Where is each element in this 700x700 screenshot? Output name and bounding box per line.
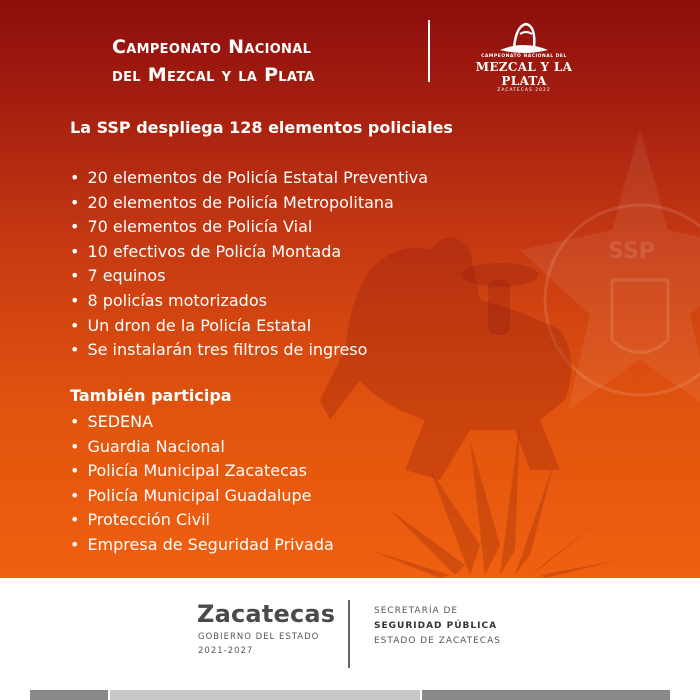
list-item: • 70 elementos de Policía Vial: [70, 215, 428, 240]
list-item: • 7 equinos: [70, 264, 428, 289]
logo-main-text: MEZCAL Y LA PLATA: [475, 60, 573, 88]
logo-small-bottom: ZACATECAS 2022: [497, 88, 551, 93]
event-title-line1: Campeonato Nacional: [112, 36, 312, 58]
deployment-heading: La SSP despliega 128 elementos policiales: [70, 118, 453, 137]
header-divider: [428, 20, 430, 82]
logo-small-top: CAMPEONATO NACIONAL DEL: [481, 54, 567, 59]
gov-years: 2021-2027: [198, 646, 254, 656]
participants-list: [70, 410, 334, 558]
watermark-ssp-text: SSP: [608, 239, 655, 264]
list-item: • Policía Municipal Zacatecas: [70, 459, 334, 484]
list-item: • 20 elementos de Policía Metropolitana: [70, 191, 428, 216]
secretariat-line2: SEGURIDAD PÚBLICA: [374, 621, 498, 631]
agave-icon: [370, 420, 620, 578]
list-item: • SEDENA: [70, 410, 334, 435]
event-title: [112, 33, 315, 89]
event-title-line2: del Mezcal y la Plata: [112, 64, 315, 86]
list-item: • Guardia Nacional: [70, 435, 334, 460]
deployment-list: [70, 166, 428, 363]
secretariat-line1: SECRETARÍA DE: [374, 606, 459, 616]
footer-bar-middle: [110, 690, 420, 700]
list-item: • Se instalarán tres filtros de ingreso: [70, 338, 428, 363]
footer-divider: [348, 600, 350, 668]
list-item: • 20 elementos de Policía Estatal Preventiva: [70, 166, 428, 191]
footer-bar-left: [30, 690, 108, 700]
gov-label: GOBIERNO DEL ESTADO: [198, 632, 320, 642]
secretariat-line3: ESTADO DE ZACATECAS: [374, 636, 501, 646]
list-item: • Policía Municipal Guadalupe: [70, 484, 334, 509]
footer-bar-right: [422, 690, 670, 700]
list-item: • Protección Civil: [70, 508, 334, 533]
participants-heading: También participa: [70, 386, 232, 405]
event-logo: [458, 20, 590, 93]
list-item: • 8 policías motorizados: [70, 289, 428, 314]
footer: [0, 578, 700, 700]
list-item: • Un dron de la Policía Estatal: [70, 314, 428, 339]
list-item: • Empresa de Seguridad Privada: [70, 533, 334, 558]
state-name: Zacatecas: [197, 600, 336, 628]
list-item: • 10 efectivos de Policía Montada: [70, 240, 428, 265]
